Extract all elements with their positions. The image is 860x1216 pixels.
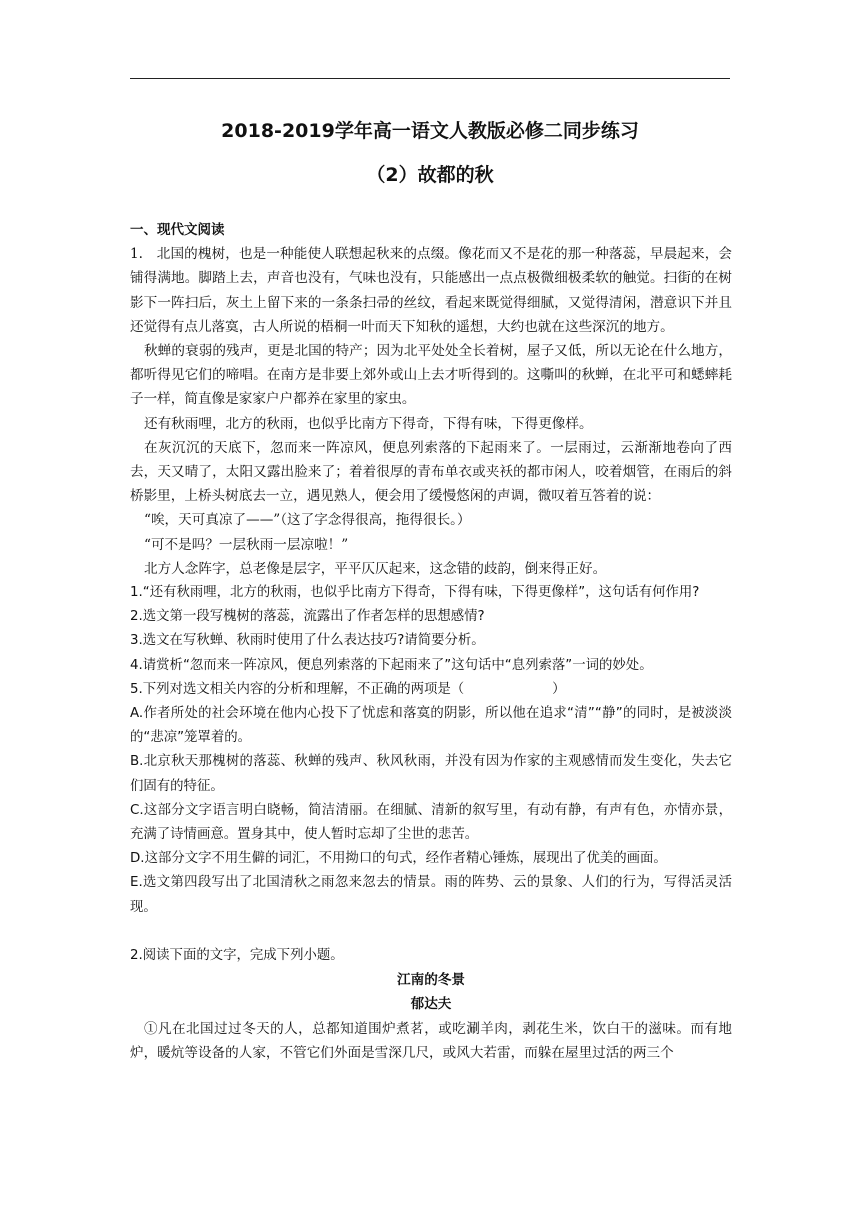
article-author: 郁达夫: [410, 996, 452, 1013]
article-title: 江南的冬景: [397, 972, 465, 989]
passage-paragraph: 在灰沉沉的天底下，忽而来一阵凉风，便息列索落的下起雨来了。一层雨过，云渐渐地卷向了西去，天又晴了，太阳又露出脸来了；着着很厚的青布单衣或夹袄的都市闲人，咬着烟管，在雨后的斜桥影里，上桥头树底去一立，遇见熟人，便会用了缓慢悠闲的声调，微叹着互答着的说：: [130, 439, 732, 505]
header-rule: [130, 78, 730, 79]
option-item: A.作者所处的社会环境在他内心投下了忧虑和落寞的阴影，所以他在追求“清”“静”的同时，是被淡淡的“悲凉”笼罩着的。: [130, 706, 732, 746]
passage-paragraph: 北方人念阵字，总老像是层字，平平仄仄起来，这念错的歧韵，倒来得正好。: [144, 560, 607, 577]
spacer: [130, 920, 732, 944]
document-title: 2018-2019学年高一语文人教版必修二同步练习: [221, 120, 639, 142]
question-item: 4.请赏析“忽而来一阵凉风，便息列索落的下起雨来了”这句话中“息列索落”一词的妙处。: [130, 657, 653, 673]
document-subtitle: （2）故都的秋: [366, 164, 494, 186]
question-text: 5.下列对选文相关内容的分析和理解，不正确的两项是（: [130, 681, 465, 697]
passage-paragraph: 秋蝉的衰弱的残声，更是北国的特产；因为北平处处全长着树，屋子又低，所以无论在什么地方，都听得见它们的啼唱。在南方是非要上郊外或山上去才听得到的。这嘶叫的秋蝉，在北平可和蟋蟀耗子一样，简直像是家家户户都养在家里的家虫。: [130, 343, 732, 408]
option-item: E.选文第四段写出了北国清秋之雨忽来忽去的情景。雨的阵势、云的景象、人们的行为，写得活灵活现。: [130, 875, 732, 915]
question-item: 2.选文第一段写槐树的落蕊，流露出了作者怎样的思想感情?: [130, 609, 485, 625]
question-item: 3.选文在写秋蝉、秋雨时使用了什么表达技巧?请简要分析。: [130, 633, 485, 649]
passage-paragraph: 1. 北国的槐树，也是一种能使人联想起秋来的点缀。像花而又不是花的那一种落蕊，早晨起来，会铺得满地。脚踏上去，声音也没有，气味也没有，只能感出一点点极微细极柔软的触觉。扫街的在树影下一阵扫后，灰土上留下来的一条条扫帚的丝纹，看起来既觉得细腻，又觉得清闲，潜意识下并且还觉得有点儿落寞，古人所说的梧桐一叶而天下知秋的遥想，大约也就在这些深沉的地方。: [130, 246, 732, 335]
section-heading: 一、现代文阅读: [130, 222, 225, 238]
option-item: C.这部分文字语言明白晓畅，简洁清丽。在细腻、清新的叙写里，有动有静，有声有色，亦情亦景，充满了诗情画意。置身其中，使人暂时忘却了尘世的悲苦。: [130, 802, 732, 843]
passage-paragraph: 还有秋雨哩，北方的秋雨，也似乎比南方下得奇，下得有味，下得更像样。: [144, 415, 593, 432]
question-item: 1.“还有秋雨哩，北方的秋雨，也似乎比南方下得奇，下得有味，下得更像样”，这句话有何作用?: [130, 585, 700, 601]
passage-paragraph: ①凡在北国过过冬天的人，总都知道围炉煮茗，或吃涮羊肉，剥花生米，饮白干的滋味。而有地炉，暖炕等设备的人家，不管它们外面是雪深几尺，或风大若雷，而躲在屋里过活的两三个: [130, 1020, 732, 1061]
question-item: [130, 678, 732, 702]
option-item: B.北京秋天那槐树的落蕊、秋蝉的残声、秋风秋雨，并没有因为作家的主观感情而发生变化，失去它们固有的特征。: [130, 754, 732, 794]
dialogue-line: “唉，天可真凉了——”（这了字念得很高，拖得很长。）: [144, 512, 471, 529]
dialogue-line: “可不是吗？一层秋雨一层凉啦！”: [144, 536, 349, 553]
option-item: D.这部分文字不用生僻的词汇，不用拗口的句式，经作者精心锤炼，展现出了优美的画面。: [130, 851, 667, 867]
question-intro: 2.阅读下面的文字，完成下列小题。: [130, 947, 344, 963]
document-body: [130, 218, 732, 1065]
question-text-end: ）: [552, 681, 566, 697]
